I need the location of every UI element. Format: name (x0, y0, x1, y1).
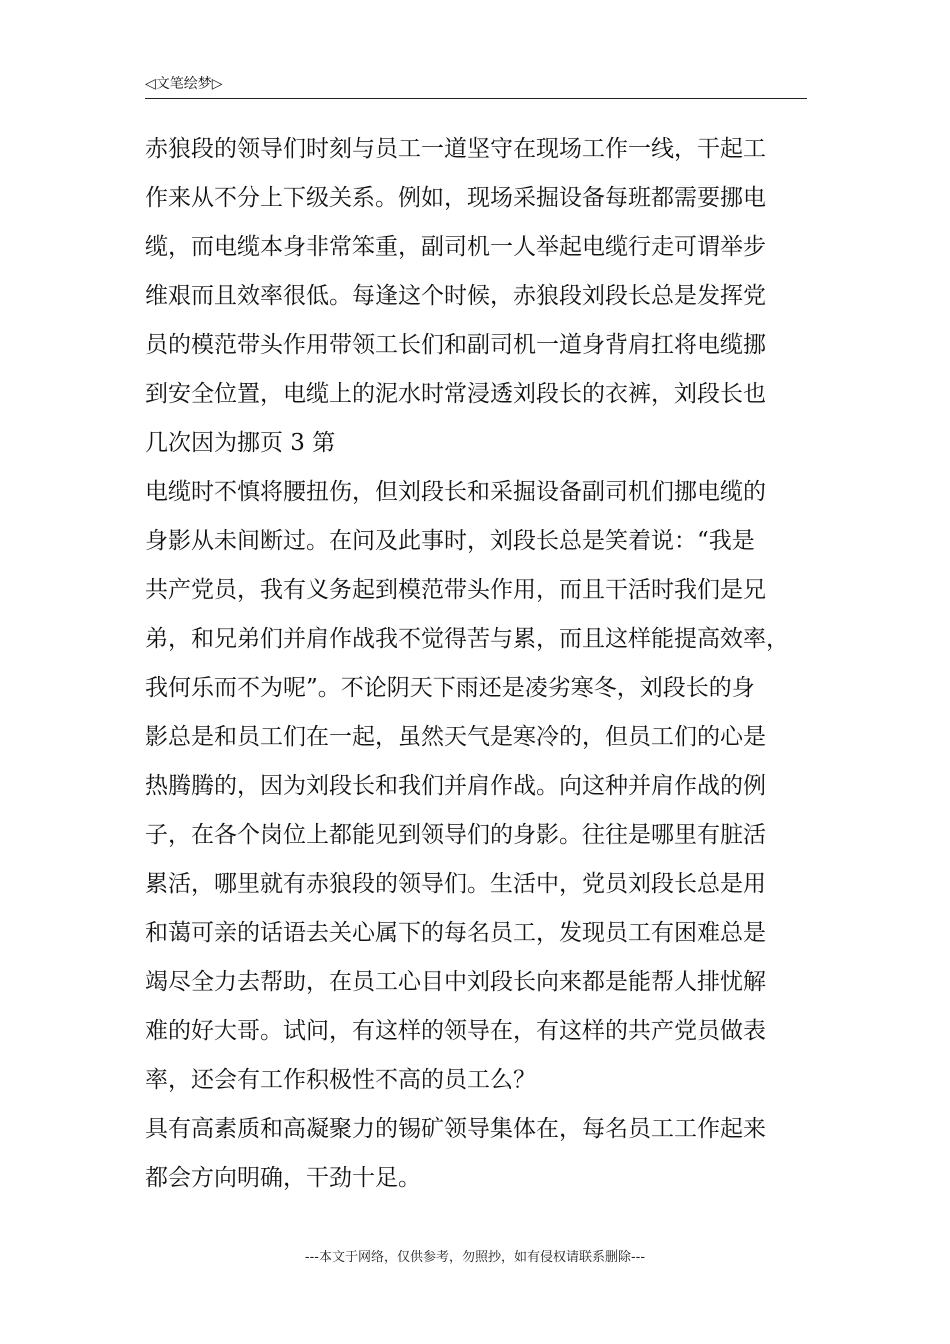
text-line: 影总是和员工们在一起，虽然天气是寒冷的，但员工们的心是 (145, 724, 766, 750)
text-line: 电缆时不慎将腰扭伤，但刘段长和采掘设备副司机们挪电缆的 (145, 479, 766, 505)
text-line: 和蔼可亲的话语去关心属下的每名员工，发现员工有困难总是 (145, 920, 766, 946)
text-line: 身影从未间断过。在问及此事时，刘段长总是笑着说：“我是 (145, 528, 755, 554)
text-line: 缆，而电缆本身非常笨重，副司机一人举起电缆行走可谓举步 (145, 234, 766, 260)
text-line: 累活，哪里就有赤狼段的领导们。生活中，党员刘段长总是用 (145, 871, 766, 897)
text-line: 到安全位置，电缆上的泥水时常浸透刘段长的衣裤，刘段长也 (145, 381, 766, 407)
page-footer: ---本文于网络，仅供参考，勿照抄，如有侵权请联系删除--- (304, 1250, 646, 1265)
text-line: 竭尽全力去帮助，在员工心目中刘段长向来都是能帮人排忧解 (145, 969, 766, 995)
text-line: 子，在各个岗位上都能见到领导们的身影。往往是哪里有脏活 (145, 822, 766, 848)
document-body (145, 125, 807, 1203)
text-line: 率，还会有工作积极性不高的员工么？ (145, 1067, 536, 1093)
text-line: 弟，和兄弟们并肩作战我不觉得苦与累，而且这样能提高效率， (145, 626, 789, 652)
text-line: 具有高素质和高凝聚力的锡矿领导集体在，每名员工工作起来 (145, 1116, 766, 1142)
text-line: 赤狼段的领导们时刻与员工一道坚守在现场工作一线，干起工 (145, 136, 766, 162)
text-line: 几次因为挪页 3 第 (145, 430, 336, 456)
text-line: 难的好大哥。试问，有这样的领导在，有这样的共产党员做表 (145, 1018, 766, 1044)
text-line: 作来从不分上下级关系。例如，现场采掘设备每班都需要挪电 (145, 185, 766, 211)
text-line: 我何乐而不为呢”。不论阴天下雨还是凌劣寒冬，刘段长的身 (145, 675, 755, 701)
text-line: 都会方向明确，干劲十足。 (145, 1165, 421, 1191)
text-line: 热腾腾的，因为刘段长和我们并肩作战。向这种并肩作战的例 (145, 773, 766, 799)
text-line: 共产党员，我有义务起到模范带头作用，而且干活时我们是兄 (145, 577, 766, 603)
text-line: 员的模范带头作用带领工长们和副司机一道身背肩扛将电缆挪 (145, 332, 766, 358)
page-header (145, 72, 807, 99)
header-title: ◁文笔绘梦▷ (145, 76, 223, 92)
text-line: 维艰而且效率很低。每逢这个时候，赤狼段刘段长总是发挥党 (145, 283, 766, 309)
